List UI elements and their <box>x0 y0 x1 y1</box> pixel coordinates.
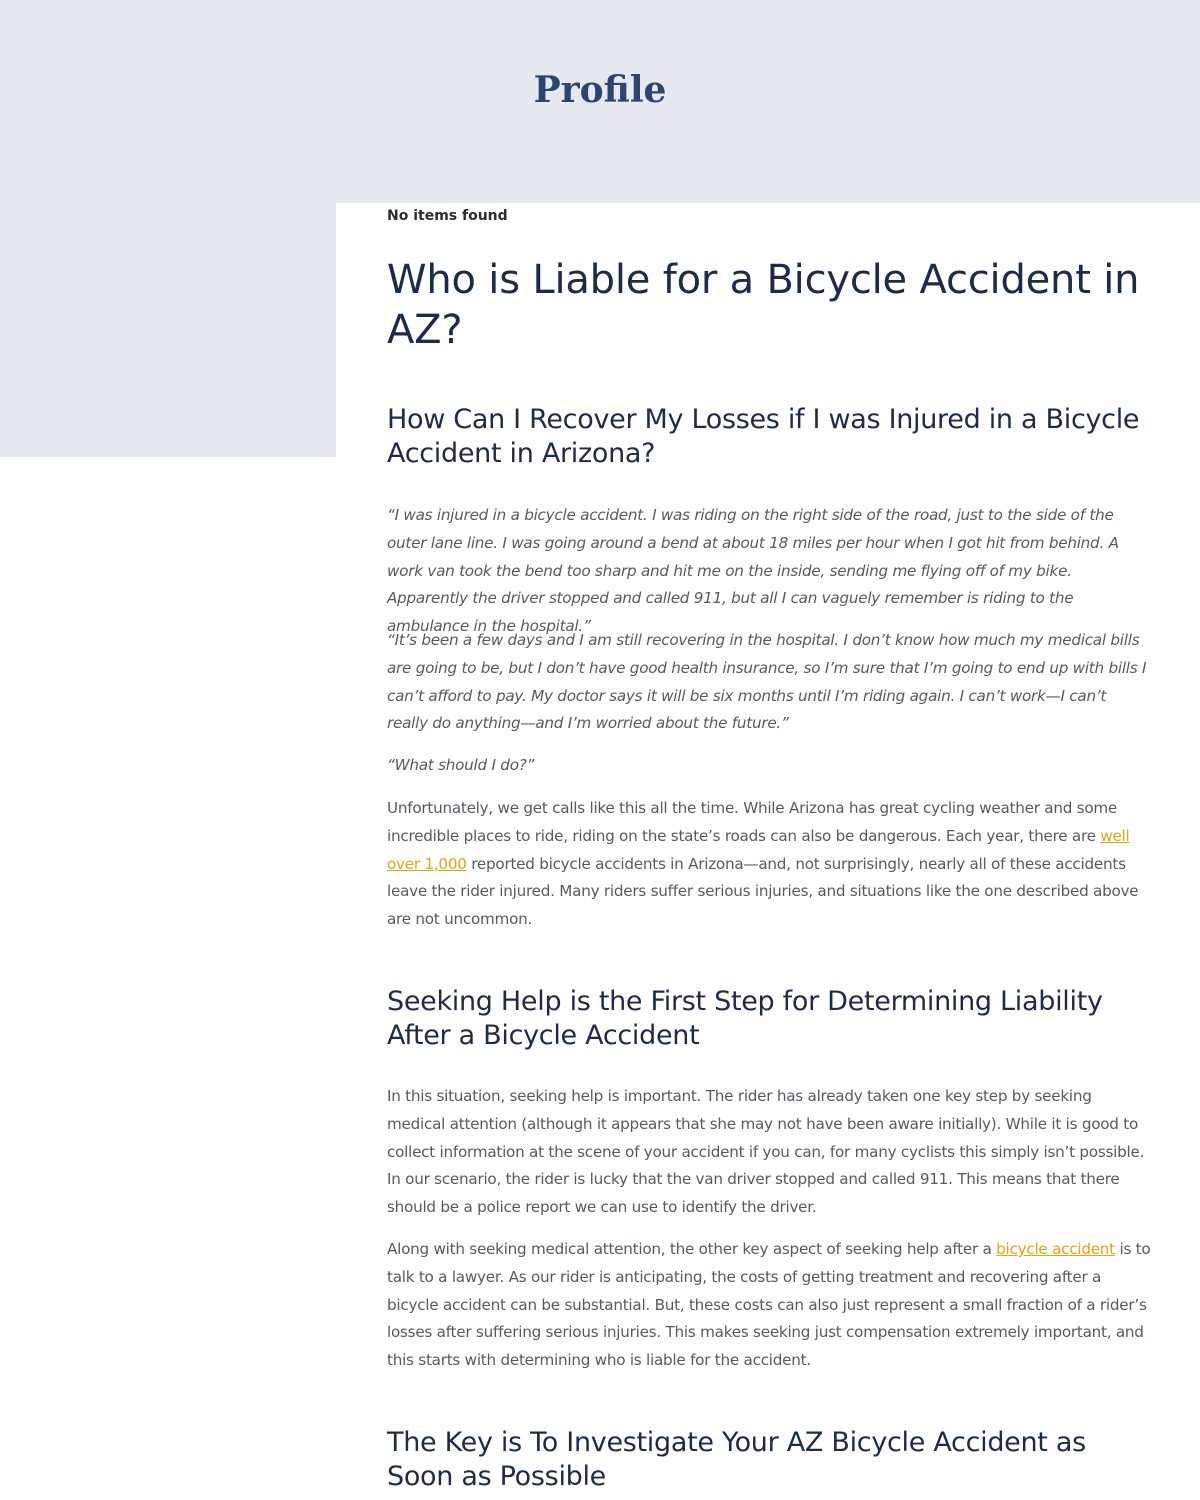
quote-paragraph-1: “I was injured in a bicycle accident. I was riding on the right side of the road, just to the side of the outer lane line. I was going around a bend at about 18 miles per hour when I got hit from behind. A work van took the bend too sharp and hit me on the inside, sending me flying off of my bike. Apparently the driver stopped and called 911, but all I can vaguely remember is riding to the ambulance in the hospital.” <box>387 506 1119 636</box>
seeking-help-text-end: is to talk to a lawyer. As our rider is anticipating, the costs of getting treatment and recovering after a bicycle accident can be substantial. But, these costs can also just represent a small fraction of a rider’s losses after suffering serious injuries. This makes seeking just compensation extremely important, and this starts with determining who is liable for the accident. <box>387 1240 1151 1370</box>
bicycle-accident-link[interactable]: bicycle accident <box>996 1240 1115 1258</box>
no-items-message: No items found <box>387 208 508 224</box>
intro-paragraph <box>387 795 1151 934</box>
sidebar-band <box>0 203 336 457</box>
main-content <box>336 203 1200 1500</box>
well-over-1000-link[interactable]: well over 1,000 <box>387 826 1130 873</box>
intro-text-end: reported bicycle accidents in Arizona—and, not surprisingly, nearly all of these accidents leave the rider injured. Many riders suffer serious injuries, and situations like the one described above are not uncommon. <box>387 854 1139 929</box>
page-title: Profile <box>533 69 667 111</box>
article-title: Who is Liable for a Bicycle Accident in AZ? <box>387 257 1140 353</box>
seeking-help-text-start: Along with seeking medical attention, the other key aspect of seeking help after a <box>387 1240 997 1258</box>
intro-text-start: Unfortunately, we get calls like this all the time. While Arizona has great cycling weather and some incredible places to ride, riding on the state’s roads can also be dangerous. Each year, there are <box>387 799 1118 845</box>
quote-paragraph-3: “What should I do?” <box>387 756 535 774</box>
section-heading-investigate: The Key is To Investigate Your AZ Bicycle Accident as Soon as Possible <box>387 1427 1086 1492</box>
quote-paragraph-2: “It’s been a few days and I am still recovering in the hospital. I don’t know how much my medical bills are going to be, but I don’t have good health insurance, so I’m sure that I’m going to end up with bills I can’t afford to pay. My doctor says it will be six months until I’m riding again. I can’t work—I can’t really do anything—and I’m worried about the future.” <box>387 631 1147 733</box>
seeking-help-paragraph-2 <box>387 1236 1151 1375</box>
seeking-help-paragraph-1: In this situation, seeking help is important. The rider has already taken one key step by seeking medical attention (although it appears that she may not have been aware initially). While it is good to collect information at the scene of your accident if you can, for many cyclists this simply isn’t possible. In our scenario, the rider is lucky that the van driver stopped and called 911. This means that there should be a police report we can use to identify the driver. <box>387 1087 1145 1217</box>
section-heading-recover-losses: How Can I Recover My Losses if I was Injured in a Bicycle Accident in Arizona? <box>387 404 1140 469</box>
section-heading-seeking-help: Seeking Help is the First Step for Determining Liability After a Bicycle Accident <box>387 986 1103 1051</box>
